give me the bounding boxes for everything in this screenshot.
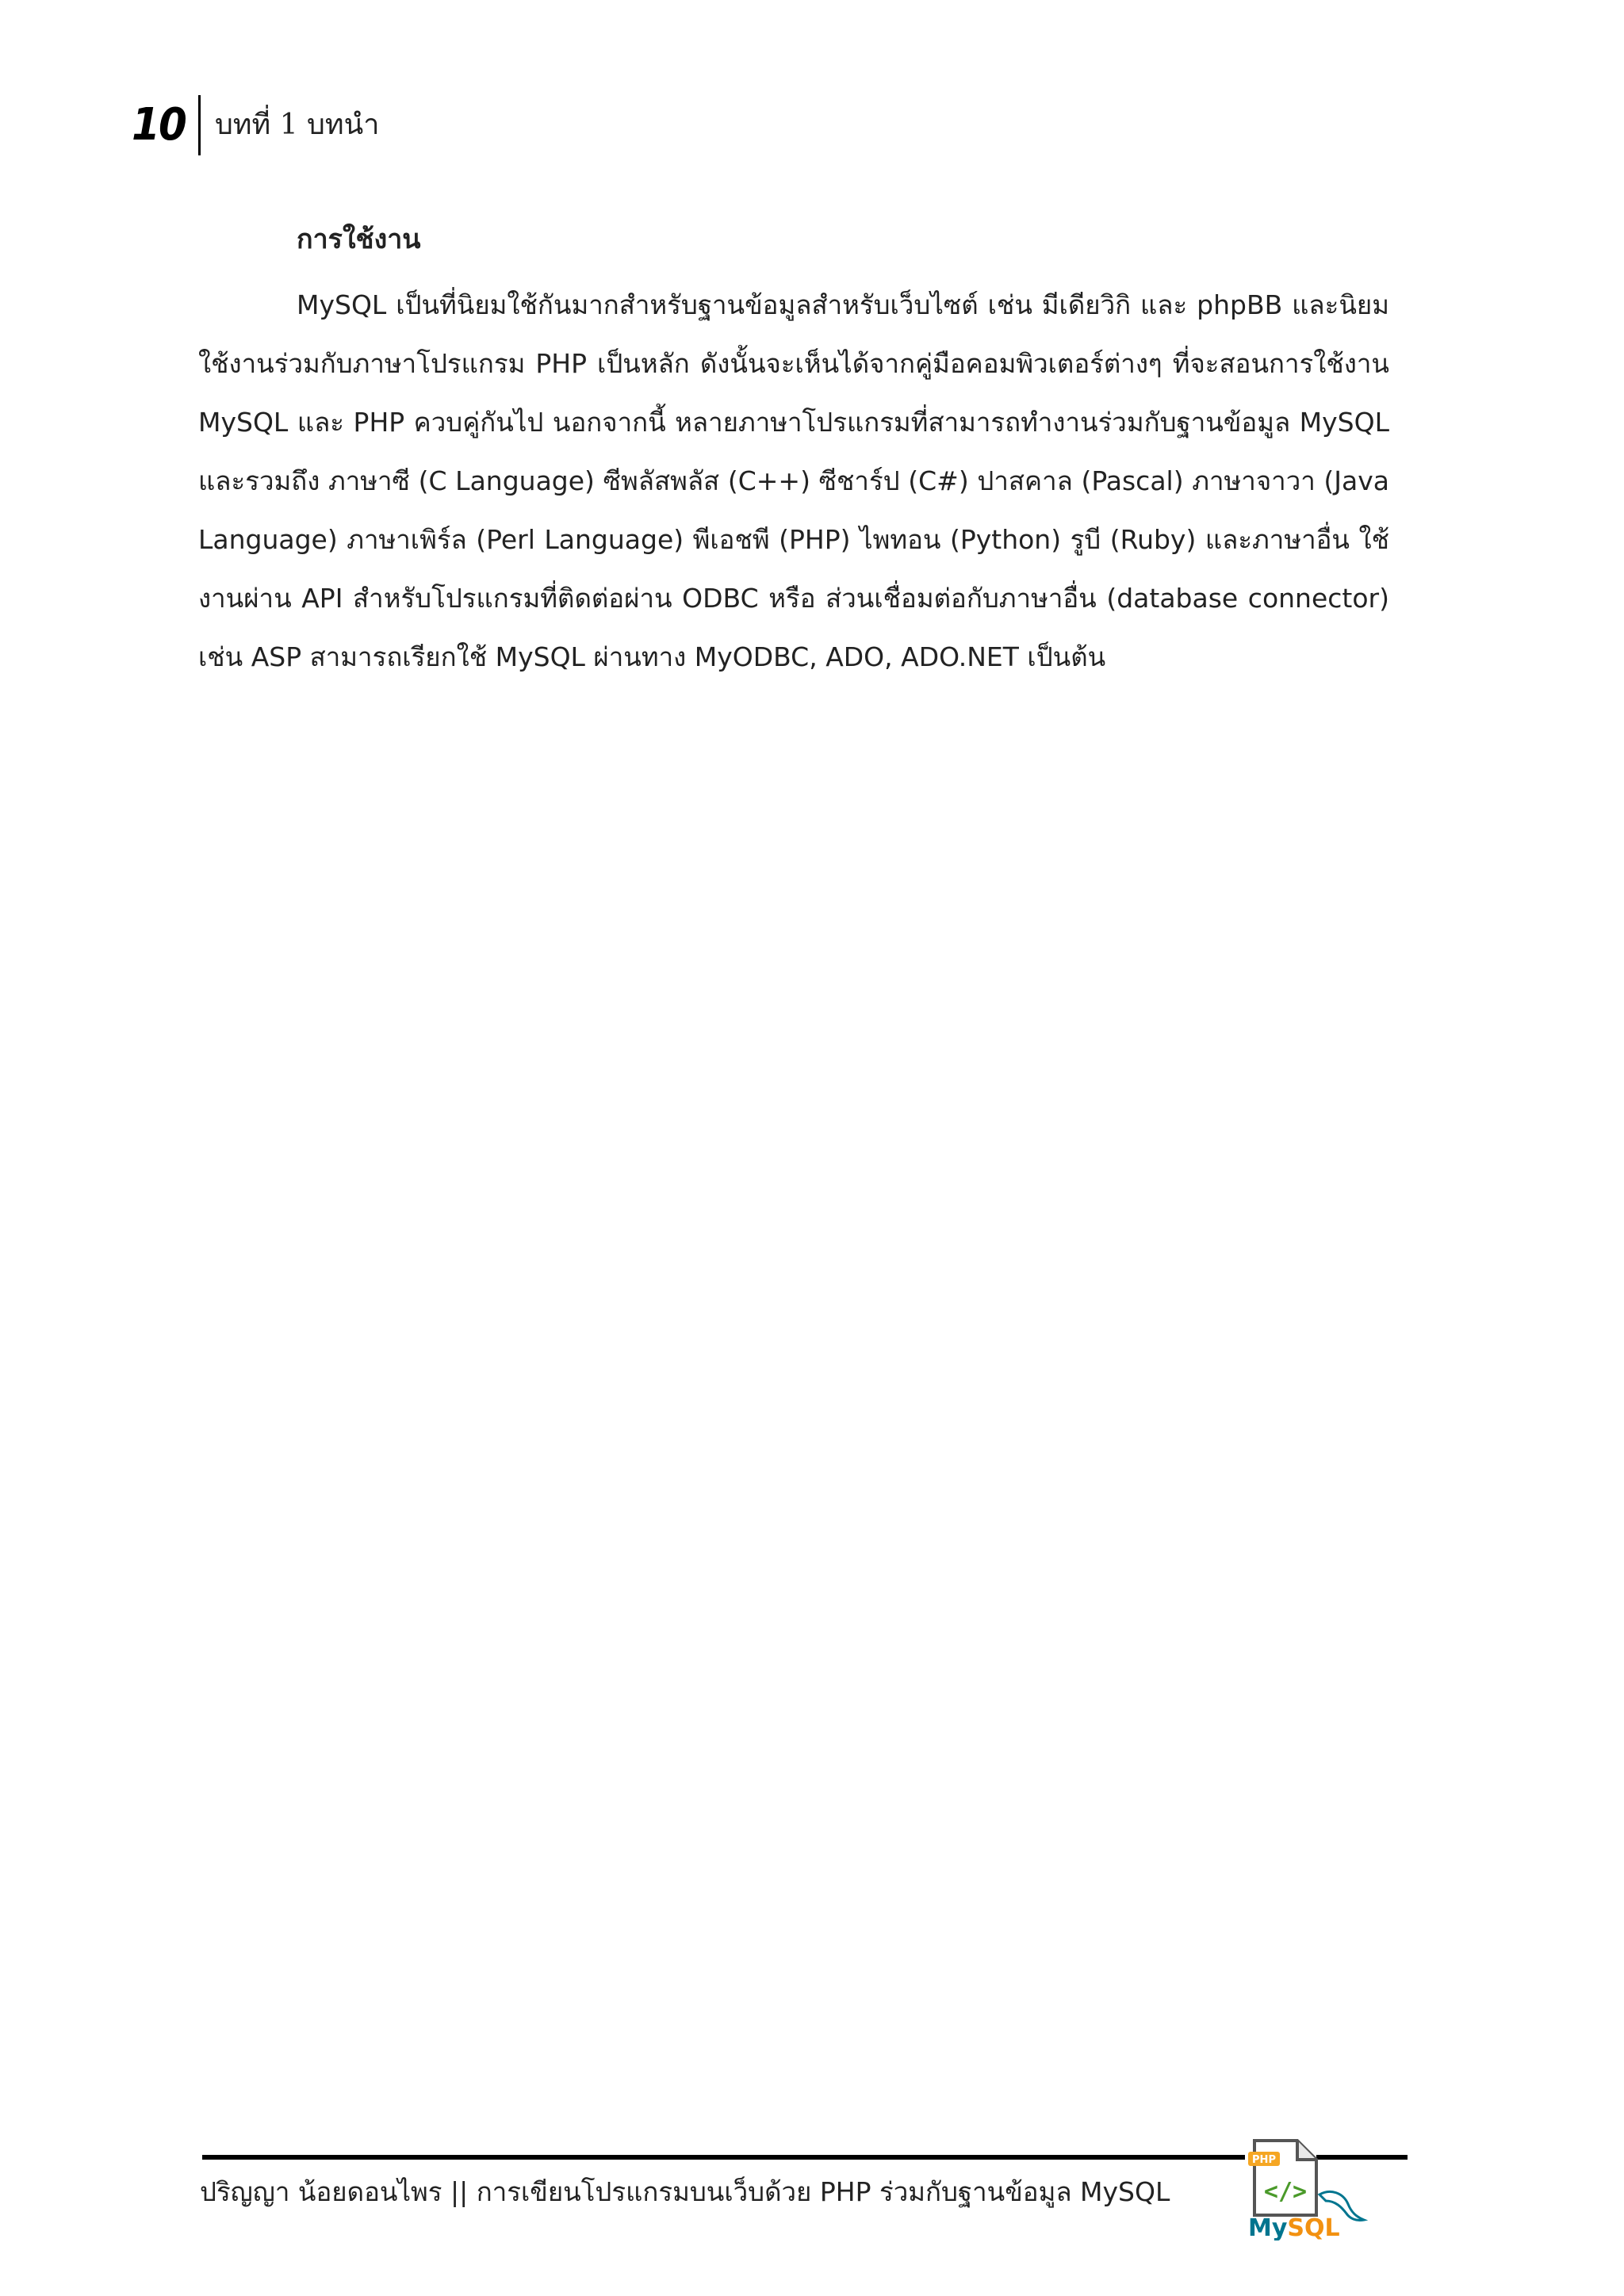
page-header <box>132 94 379 157</box>
main-content <box>198 214 1389 687</box>
footer-divider <box>202 2155 1408 2160</box>
chapter-title: บทที่ 1 บทนำ <box>214 109 380 141</box>
code-symbol: </> <box>1263 2178 1308 2206</box>
php-mysql-logo-icon <box>1237 2122 1372 2241</box>
header-divider <box>198 95 201 155</box>
php-badge-label: PHP <box>1252 2154 1276 2166</box>
body-paragraph: MySQL เป็นที่นิยมใช้กันมากสำหรับฐานข้อมูลสำหรับเว็บไซต์ เช่น มีเดียวิกิ และ phpBB และนิยมใช้งานร่วมกับภาษาโปรแกรม PHP เป็นหลัก ดังนั้นจะเห็นได้จากคู่มือคอมพิวเตอร์ต่างๆ ที่จะสอนการใช้งาน MySQL และ PHP ควบคู่กันไป นอกจากนี้ หลายภาษาโปรแกรมที่สามารถทำงานร่วมกับฐานข้อมูล MySQL และรวมถึง ภาษาซี (C Language) ซีพลัสพลัส (C++) ซีชาร์ป (C#) ปาสคาล (Pascal) ภาษาจาวา (Java Language) ภาษาเพิร์ล (Perl Language) พีเอชพี (PHP) ไพทอน (Python) รูบี (Ruby) และภาษาอื่น ใช้งานผ่าน API สำหรับโปรแกรมที่ติดต่อผ่าน ODBC หรือ ส่วนเชื่อมต่อกับภาษาอื่น (database connector) เช่น ASP สามารถเรียกใช้ MySQL ผ่านทาง MyODBC, ADO, ADO.NET เป็นต้น <box>198 289 1389 672</box>
page-number: 10 <box>132 99 186 151</box>
section-heading: การใช้งาน <box>297 224 421 255</box>
mysql-wordmark: MySQL <box>1248 2214 1340 2241</box>
footer-text: ปริญญา น้อยดอนไพร || การเขียนโปรแกรมบนเว็บด้วย PHP ร่วมกับฐานข้อมูล MySQL <box>200 2176 1170 2207</box>
